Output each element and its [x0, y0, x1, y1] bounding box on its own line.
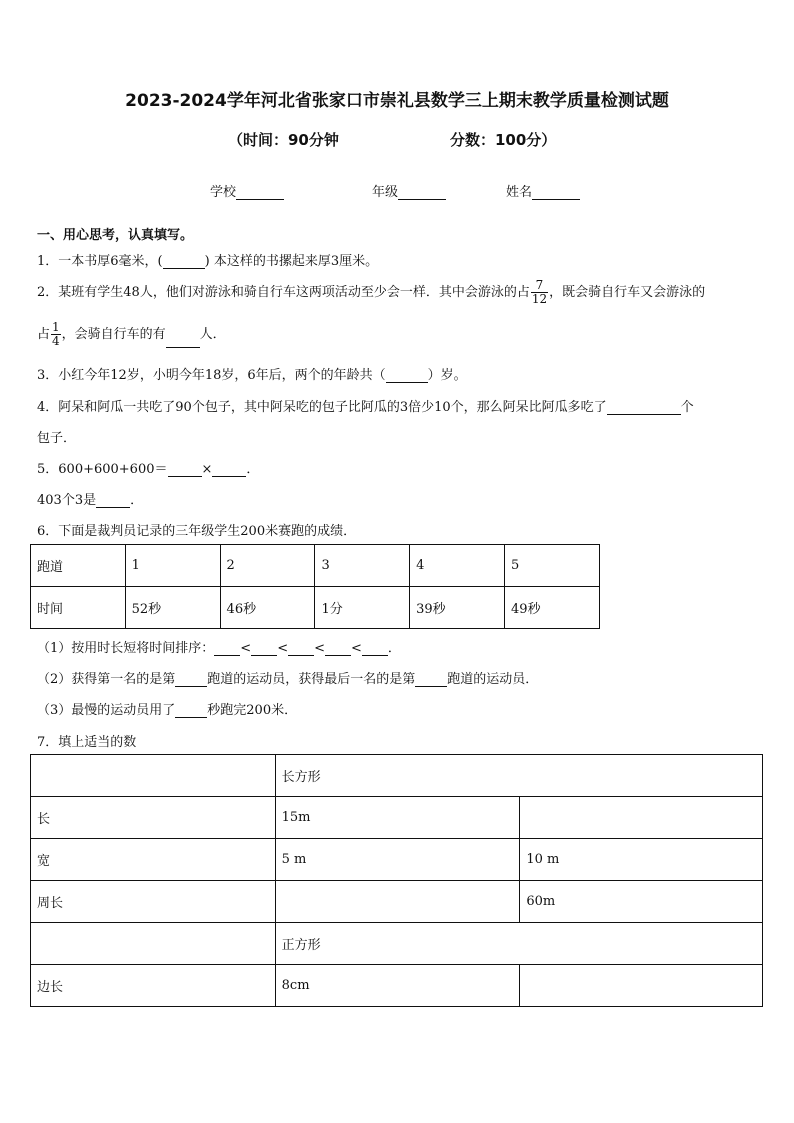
question-6-part-2: （2）获得第一名的是第 跑道的运动员，获得最后一名的是第 跑道的运动员． [37, 672, 539, 687]
table-cell: 时间 [31, 587, 126, 629]
table-cell: 5 m [275, 839, 520, 881]
table-row [31, 923, 763, 965]
question-4-line-1: 4．阿呆和阿瓜一共吃了90个包子，其中阿呆吃的包子比阿瓜的3倍少10个，那么阿呆比阿瓜多吃了 个 [37, 400, 694, 415]
question-1: 1．一本书厚6毫米，( ) 本这样的书摞起来厚3厘米。 [37, 254, 379, 269]
table-cell: 2 [220, 545, 315, 587]
answer-blank[interactable] [166, 334, 200, 348]
answer-blank[interactable] [96, 494, 130, 508]
answer-cell[interactable] [275, 881, 520, 923]
rectangle-header: 长方形 [275, 755, 762, 797]
name-blank[interactable] [532, 185, 580, 200]
answer-blank[interactable] [168, 463, 202, 477]
answer-blank[interactable] [607, 401, 681, 415]
table-row [31, 755, 763, 797]
answer-blank[interactable] [163, 255, 205, 269]
table-row [31, 881, 763, 923]
time-limit: （时间：90分钟 [228, 131, 339, 149]
answer-blank[interactable] [175, 673, 207, 687]
question-6-part-1: （1）按用时长短将时间排序： < < < < ． [37, 641, 401, 656]
question-2-line-1: 2．某班有学生48人，他们对游泳和骑自行车这两项活动至少会一样．其中会游泳的占 $\frac{7}{12}$ ，既会骑自行车又会游泳的 [37, 278, 706, 306]
table-row [31, 965, 763, 1007]
table-cell [31, 755, 276, 797]
page-title: 2023-2024学年河北省张家口市崇礼县数学三上期末教学质量检测试题 [125, 91, 669, 111]
shapes-table [30, 754, 763, 1007]
answer-cell[interactable] [520, 797, 763, 839]
table-cell: 60m [520, 881, 763, 923]
table-cell: 1分 [315, 587, 410, 629]
question-5-line-2: 403个3是 ． [37, 493, 144, 508]
table-cell: 5 [505, 545, 600, 587]
fraction-1-4: $\frac{1}{4}$ [52, 320, 60, 348]
question-7-intro: 7．填上适当的数 [37, 735, 137, 750]
table-row [31, 839, 763, 881]
grade-blank[interactable] [398, 185, 446, 200]
total-score: 分数：100分） [450, 131, 557, 149]
question-2-line-2: 占 $\frac{1}{4}$ ，会骑自行车的有 人． [37, 320, 226, 348]
table-cell: 4 [410, 545, 505, 587]
answer-blank[interactable] [251, 642, 277, 656]
table-cell: 39秒 [410, 587, 505, 629]
table-cell: 边长 [31, 965, 276, 1007]
table-cell: 周长 [31, 881, 276, 923]
table-cell: 49秒 [505, 587, 600, 629]
table-cell [31, 923, 276, 965]
question-3: 3．小红今年12岁，小明今年18岁，6年后，两个的年龄共（ ）岁。 [37, 368, 467, 383]
table-row [31, 797, 763, 839]
table-cell: 1 [125, 545, 220, 587]
square-header: 正方形 [275, 923, 762, 965]
answer-blank[interactable] [362, 642, 388, 656]
table-row [31, 545, 600, 587]
answer-blank[interactable] [325, 642, 351, 656]
answer-blank[interactable] [212, 463, 246, 477]
answer-blank[interactable] [214, 642, 240, 656]
answer-blank[interactable] [415, 673, 447, 687]
table-cell: 15m [275, 797, 520, 839]
school-field[interactable]: 学校 [210, 181, 284, 200]
table-cell: 10 m [520, 839, 763, 881]
race-results-table [30, 544, 600, 629]
question-6-intro: 6．下面是裁判员记录的三年级学生200米赛跑的成绩． [37, 524, 357, 539]
answer-blank[interactable] [175, 704, 207, 718]
table-cell: 3 [315, 545, 410, 587]
table-cell: 宽 [31, 839, 276, 881]
question-5-line-1: 5．600+600+600＝ × ． [37, 462, 260, 477]
question-6-part-3: （3）最慢的运动员用了 秒跑完200米． [37, 703, 298, 718]
table-cell: 长 [31, 797, 276, 839]
name-field[interactable]: 姓名 [506, 181, 580, 200]
school-blank[interactable] [236, 185, 284, 200]
answer-blank[interactable] [288, 642, 314, 656]
fraction-7-12: $\frac{7}{12}$ [531, 278, 548, 306]
question-4-line-2: 包子． [37, 431, 77, 446]
table-cell: 8cm [275, 965, 520, 1007]
section-heading: 一、用心思考，认真填写。 [37, 228, 194, 243]
answer-blank[interactable] [386, 369, 428, 383]
table-row [31, 587, 600, 629]
table-cell: 52秒 [125, 587, 220, 629]
grade-field[interactable]: 年级 [372, 181, 446, 200]
table-cell: 46秒 [220, 587, 315, 629]
table-cell: 跑道 [31, 545, 126, 587]
answer-cell[interactable] [520, 965, 763, 1007]
